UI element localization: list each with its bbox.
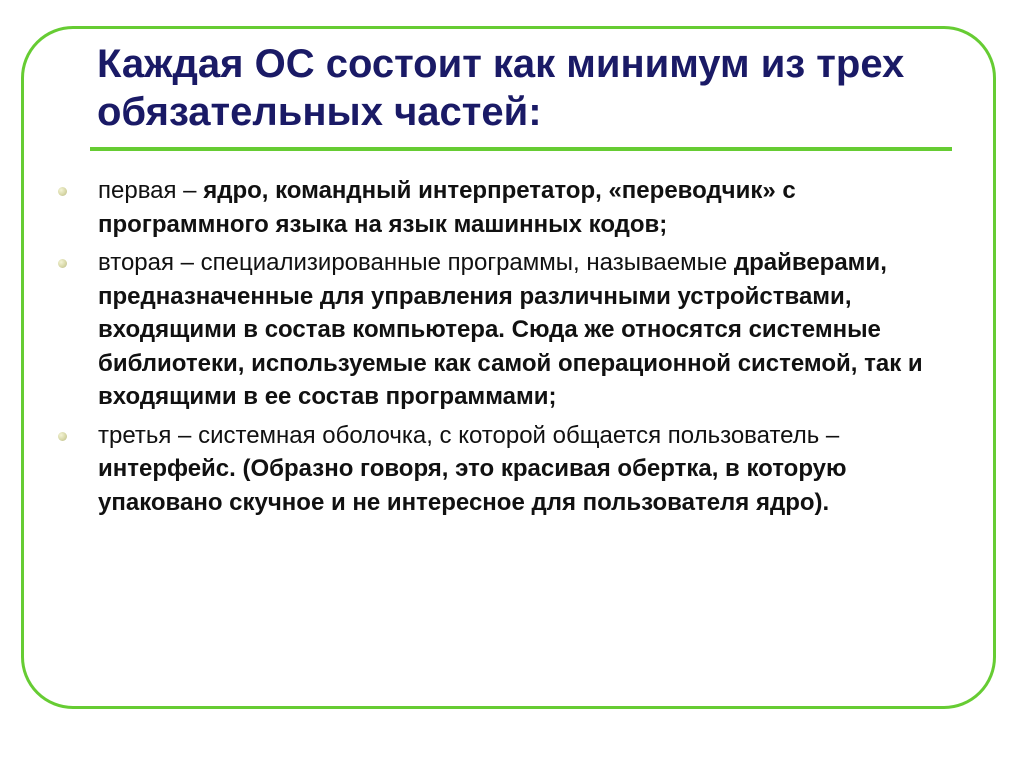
bullet-dot-icon bbox=[58, 187, 67, 196]
bullet-1-text: ядро, командный интерпретатор, «переводчик» с программного языка на язык машинных кодов; bbox=[98, 177, 796, 238]
bullet-dot-icon bbox=[58, 259, 67, 268]
bullet-2-text: драйверами, предназначенные для управления различными устройствами, входящими в состав компьютера. Сюда же относятся системные библиотеки, используемые как самой операционной системой, так и входящими в ее состав программами; bbox=[98, 249, 923, 410]
bullet-3-lead: третья – системная оболочка, с которой общается пользователь – bbox=[98, 421, 840, 449]
slide-title: Каждая ОС состоит как минимум из трех обязательных частей: bbox=[97, 42, 905, 134]
bullet-item-3 bbox=[58, 419, 958, 520]
bullet-list bbox=[58, 174, 958, 524]
bullet-item-1 bbox=[58, 174, 958, 241]
bullet-1-lead: первая – bbox=[98, 177, 204, 204]
bullet-2-lead: вторая – специализированные программы, называемые bbox=[98, 249, 734, 276]
bullet-3-text: интерфейс. (Образно говоря, это красивая обертка, в которую упаковано скучное и не интересное для пользователя ядро). bbox=[98, 455, 847, 516]
title-divider bbox=[90, 147, 952, 151]
bullet-dot-icon bbox=[58, 432, 67, 441]
bullet-item-2 bbox=[58, 246, 958, 414]
